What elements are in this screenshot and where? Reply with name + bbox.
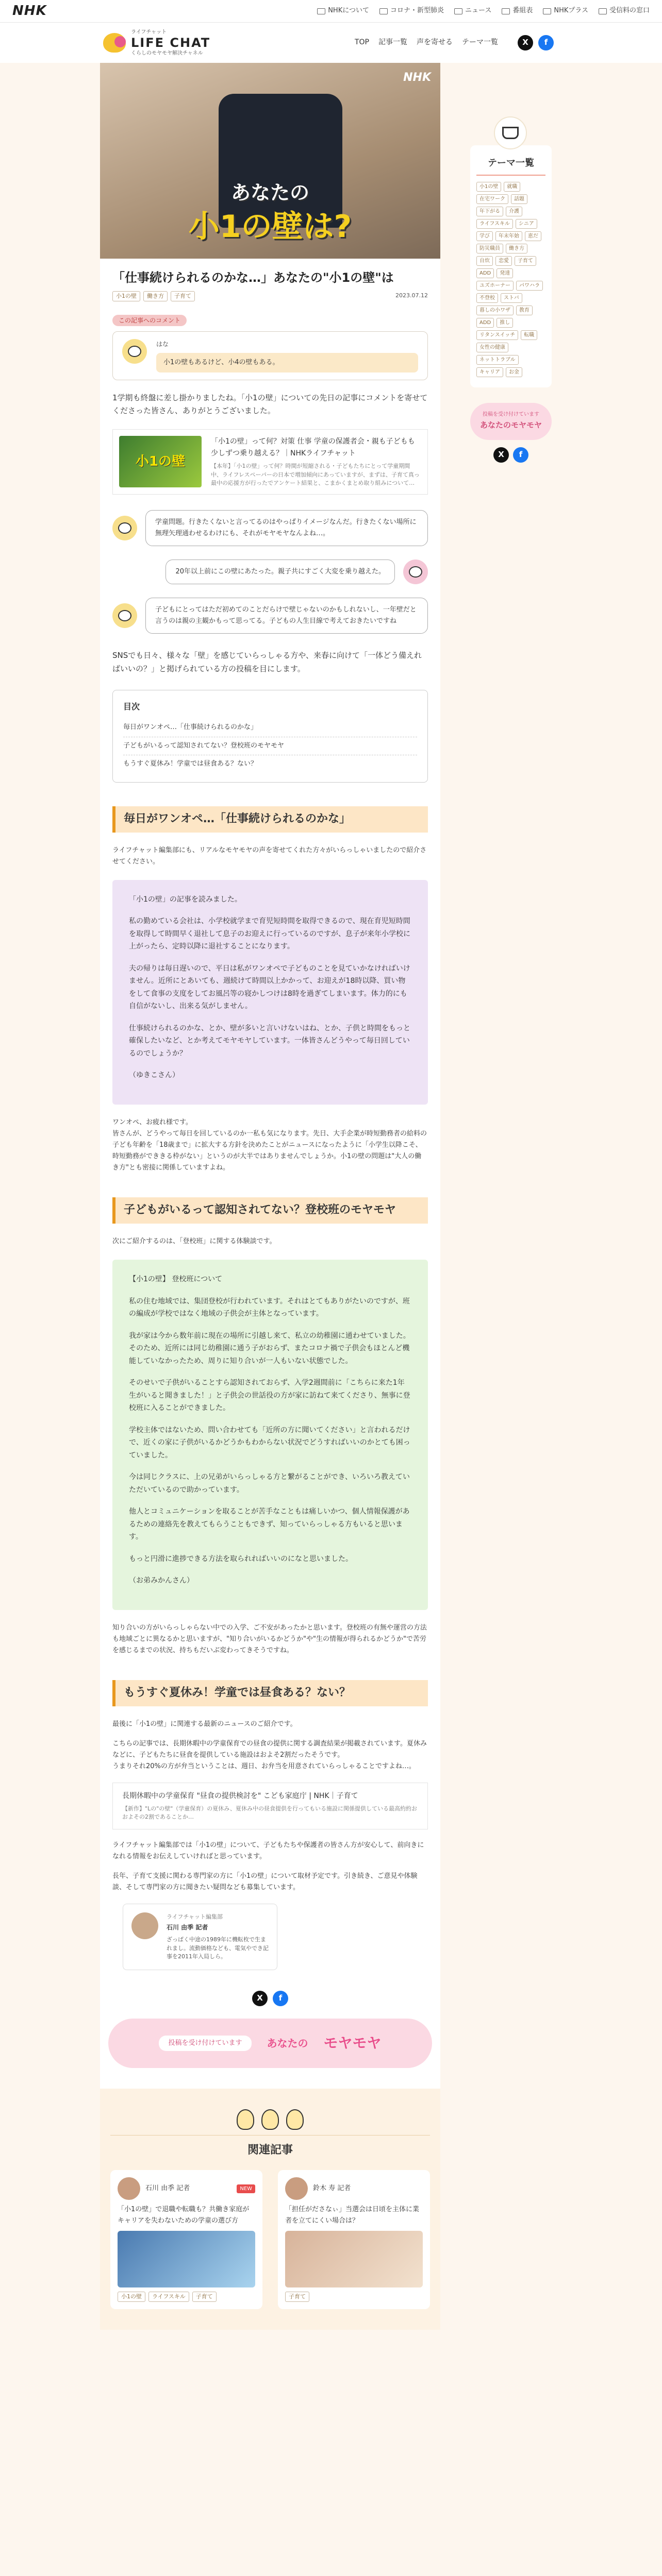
theme-tag[interactable]: 小1の壁 <box>476 182 501 192</box>
toc-item[interactable]: 毎日がワンオペ…「仕事続けられるのかな」 <box>123 719 417 737</box>
related-title: 関連記事 <box>110 2135 430 2170</box>
new-badge: NEW <box>237 2184 255 2193</box>
section-intro: ライフチャット編集部にも、リアルなモヤモヤの声を寄せてくれた方々がいらっしゃいましたので紹介させてください。 <box>112 846 427 866</box>
theme-list-title: テーマ一覧 <box>476 156 545 176</box>
nav-themes[interactable]: テーマ一覧 <box>462 38 498 47</box>
theme-tag[interactable]: 就職 <box>504 182 520 192</box>
toc-title: 目次 <box>123 702 140 712</box>
page-icon <box>543 8 551 14</box>
theme-tag[interactable]: ユズホーナー <box>476 281 514 291</box>
teacup-icon <box>494 116 527 149</box>
logo-kana: ライフチャット <box>131 29 167 35</box>
reader-quote <box>112 880 428 1105</box>
theme-tag[interactable]: 年下がる <box>476 207 503 216</box>
theme-tag[interactable]: ネットトラブル <box>476 355 519 365</box>
quote-paragraph: 「小1の壁」の記事を読みました。 <box>129 895 242 904</box>
global-link[interactable]: NHKプラス <box>543 5 588 16</box>
tag[interactable]: 子育て <box>192 2292 217 2302</box>
related-article[interactable] <box>278 2170 430 2309</box>
facebook-share-icon[interactable]: f <box>513 447 528 463</box>
theme-tag[interactable]: 子育て <box>515 256 536 266</box>
page-icon <box>379 8 388 14</box>
banner-label: あなたの <box>267 2037 308 2049</box>
theme-tag[interactable]: 発達 <box>496 268 513 278</box>
hero-nhk-mark: NHK <box>403 71 431 84</box>
tag[interactable]: 働き方 <box>143 291 168 301</box>
theme-tag[interactable]: 不登校 <box>476 293 498 303</box>
face-icon <box>128 346 141 357</box>
hero-catchphrase <box>177 176 363 244</box>
theme-tag[interactable]: ライフスキル <box>476 219 513 229</box>
theme-tag[interactable]: ADD <box>476 268 494 278</box>
quote-paragraph: 私の住む地域では、集団登校が行われています。それはとてもありがたいのですが、班の編成が学校ではなく地域の子供会が主体となっています。 <box>129 1297 410 1318</box>
author-avatar <box>118 2177 140 2200</box>
news-link-summary: 【新作】"Lの"の壁"（学童保育）の夏休み、夏休み中の昼食提供を行ってもいる施設に関係提供している最高約約おおよその2割であることか… <box>122 1805 417 1821</box>
reader-avatar <box>403 560 428 584</box>
related-thumb <box>285 2231 423 2287</box>
linked-article-card[interactable] <box>112 429 428 495</box>
theme-tag[interactable]: キャリア <box>476 367 503 377</box>
theme-tag[interactable]: パワハラ <box>516 281 543 291</box>
face-icon <box>409 566 422 578</box>
tag[interactable]: 子育て <box>171 291 195 301</box>
quote-signature: （ゆきこさん） <box>129 1071 179 1080</box>
theme-tag[interactable]: リタンスイッチ <box>476 330 518 340</box>
body-paragraph: ライフチャット編集部では「小1の壁」について、子どもたちや保護者の皆さん方が安心して、前向きになれる情報をお伝えしていければと思っています。 <box>112 1841 424 1860</box>
body-paragraph: 知り合いの方がいらっしゃらない中での入学、ご不安があったかと思います。登校班の有無や運営の方法も地域ごとに異なるかと思いますが、"知り合いがいるかどうか"や"生の情報が得られるかどうか"で苦労を感じるまでの状況、持ちもだいぶ変わってきそうですね。 <box>112 1623 427 1654</box>
quote-paragraph: 他人とコミュニケーションを取ることが苦手なこともは痛しいかつ、個人情報保護があるための連絡先を教えてもらうこともできず、知っていらっしゃる方もいると思います。 <box>129 1507 410 1541</box>
theme-tag[interactable]: 推し <box>496 318 513 328</box>
table-of-contents <box>112 690 428 782</box>
nav-top[interactable]: TOP <box>354 38 369 47</box>
reader-voices <box>112 510 428 634</box>
global-link[interactable]: 受信料の窓口 <box>599 5 650 16</box>
body-paragraph: こちらの記事では、長期休暇中の学童保育での昼食の提供に関する調査結果が掲載されています。夏休みなどに、子どもたちに昼食を提供している施設はおよそ2割だったそうです。 うまりそれ20%の方が弁当ということは、週日、お弁当を用意されていらっしゃることですよね…。 <box>112 1739 427 1770</box>
theme-tag[interactable]: ADD <box>476 318 494 328</box>
featured-comment <box>112 331 428 380</box>
news-link-title: 長期休暇中の学童保育 "昼食の提供検討を" こども家庭庁 | NHK｜子育て <box>122 1792 358 1800</box>
tag[interactable]: ライフスキル <box>148 2292 189 2302</box>
commenter-avatar <box>122 339 147 364</box>
body-paragraph: 皆さんが、どうやって毎日を回しているのか一私も気になります。先日、大手企業が時短勤務者の給料の子ども年齢を「18歳まで」に拡大する方針を決めたことがニュースになったように「小学生以降こそ、時短勤務ができきる枠がない」というのが大半ではありませんでしょうか。小1の壁の問題は"大人の働き方"とも密接に関係していますよね。 <box>112 1129 427 1172</box>
global-link[interactable]: NHKについて <box>317 5 369 16</box>
hero-image <box>100 63 440 259</box>
face-icon <box>118 522 131 534</box>
theme-tag[interactable]: 恵だ <box>525 231 541 241</box>
section-intro: 次にご紹介するのは、「登校班」に関する体験談です。 <box>112 1237 276 1245</box>
quote-paragraph: そのせいで子供がいることすら認知されておらず、入学2週間前に「こちらに来た1年生がいると聞きました！」と子供会の世話役の方が家に訪ねて来てくださり、無事に登校班に入ることができました。 <box>129 1379 410 1413</box>
theme-tag[interactable]: 話題 <box>511 194 527 204</box>
theme-tag[interactable]: 暮しの小ワザ <box>476 306 514 315</box>
quote-paragraph: 我が家は今から数年前に現在の場所に引越し来て、私立の幼稚園に通わせていました。そのため、近所には同じ幼稚園に通う子がおらず、またコロナ禍で子供会もほとんど機能していなかったため、周りに知り合いが一人もいない状態でした。 <box>129 1331 410 1365</box>
global-link[interactable]: 番組表 <box>502 5 533 16</box>
quote-paragraph: 仕事続けられるのかな、とか、壁が多いと言いけないはね、とか、子供と時間をもっと確保したいなど、とか考えてモヤモヤしています。一体皆さんどうやって毎日回しているのでしょうか？ <box>129 1024 410 1058</box>
theme-tags <box>476 182 545 377</box>
theme-tag[interactable]: 介護 <box>506 207 522 216</box>
theme-tag[interactable]: 年末年始 <box>495 231 522 241</box>
author-box[interactable] <box>123 1904 277 1970</box>
reader-voice: 20年以上前にこの壁にあたった。親子共にすごく大変を乗り越えた。 <box>166 560 395 584</box>
theme-tag[interactable]: 防災職員 <box>476 244 503 253</box>
body-paragraph: ワンオペ、お疲れ様です。 <box>112 1118 192 1126</box>
lifechat-logo[interactable] <box>103 28 210 58</box>
x-share-icon[interactable]: X <box>252 1991 268 2006</box>
theme-tag[interactable]: 学び <box>476 231 493 241</box>
theme-tag[interactable]: シニア <box>516 219 537 229</box>
side-moyamoya-banner[interactable] <box>470 403 552 440</box>
header-share <box>518 35 554 50</box>
author-avatar <box>285 2177 308 2200</box>
article-main <box>100 63 440 2330</box>
nav-submit[interactable]: 声を寄せる <box>417 38 453 47</box>
site-header <box>0 23 662 63</box>
side-banner-main: あなたのモヤモヤ <box>479 420 542 430</box>
article-tags <box>112 291 428 301</box>
comment-pill: この記事へのコメント <box>112 315 187 326</box>
author-avatar <box>131 1912 158 1939</box>
nhk-top-bar <box>0 0 662 23</box>
banner-button[interactable]: 投稿を受け付けています <box>159 2036 251 2051</box>
linked-article-summary: 【本年】「小1の壁」って何？時間が短縮される・子どもたちにとって学童期間中、ライフレスペーパーの日本で増加傾向にあっていますが、まずは、子育て真っ最中の応援方が行ったでアンケート結果と、こまかくまとめ取り組みについて… <box>211 463 420 487</box>
article-title: 「仕事続けられるのかな…」あなたの"小1の壁"は <box>112 270 394 285</box>
main-nav <box>355 35 554 50</box>
intro-paragraph: 1学期も終盤に差し掛かりましたね。「小1の壁」についての先日の記事にコメントを寄せてくださった皆さん、ありがとうございました。 <box>112 393 428 416</box>
reader-avatar <box>112 603 137 628</box>
theme-tag[interactable]: 女性の健康 <box>476 343 508 352</box>
related-author: 石川 由季 記者 <box>145 2184 190 2193</box>
author-desc: ざっぱく中途の1989年に機転枚で生まれまし。流動価格なども、電気やでき記事を2011年入局しら。 <box>167 1936 269 1960</box>
side-banner-top: 投稿を受け付けています <box>483 412 539 418</box>
author-name: 石川 由季 記者 <box>167 1923 208 1931</box>
section-intro: 最後に「小1の壁」に関連する最新のニュースのご紹介です。 <box>112 1720 297 1728</box>
toc-item[interactable]: もうすぐ夏休み！学童では昼食ある？ない？ <box>123 759 258 768</box>
related-article-title: 「小1の壁」で退職や転職も？共働き家庭がキャリアを失わないための学童の選び方 <box>118 2206 250 2225</box>
face-icon <box>118 610 131 621</box>
moyamoya-banner[interactable] <box>108 2019 432 2068</box>
reader-voice: 子どもにとってはただ初めてのことだらけで壁じゃないのかもしれないし、一年壁だと言うのは親の主観かもって思ってる。子どもの人生目線で考えておきたいですね <box>145 598 428 634</box>
related-articles <box>100 2089 440 2330</box>
section-heading: 毎日がワンオペ…「仕事続けられるのかな」 <box>112 806 428 833</box>
page-icon <box>599 8 607 14</box>
hero-line2: 小1の壁は? <box>188 208 352 245</box>
linked-article-thumb: 小1の壁 <box>119 436 202 487</box>
theme-tag[interactable]: 恋愛 <box>495 256 512 266</box>
quote-signature: （お弟みかんさん） <box>129 1577 194 1585</box>
reader-quote <box>112 1260 428 1610</box>
comment-text: 小1の壁もあるけど、小4の壁もある。 <box>156 353 418 372</box>
logo-tagline: くらしのモヤモヤ解決チャネル <box>131 50 203 56</box>
global-link[interactable]: ニュース <box>454 5 491 16</box>
character-illustrations <box>110 2089 430 2130</box>
theme-tag[interactable]: 教育 <box>516 306 533 315</box>
page-icon <box>454 8 462 14</box>
related-author: 鈴木 寿 記者 <box>313 2184 351 2193</box>
related-article-title: 「担任がださなぃ」当選会は日頃を主体に業者を立てにくい場合は？ <box>285 2206 420 2225</box>
tag[interactable]: 子育て <box>285 2292 309 2302</box>
quote-paragraph: 学校主体ではないため、問い合わせても「近所の方に聞いてください」と言われるだけで、近くの家に子供がいるかどうかもわからない状況でどうすればいいのかとても困っていました。 <box>129 1426 410 1460</box>
logo-text: LIFE CHAT <box>131 36 211 50</box>
tag[interactable]: 小1の壁 <box>118 2292 145 2302</box>
article-share <box>112 1991 428 2006</box>
tag[interactable]: 小1の壁 <box>112 291 140 301</box>
character-icon <box>286 2109 304 2130</box>
body-paragraph: 長年、子育て支援に関わる専門家の方に「小1の壁」について取材予定です。引き続き、ご意見や体験談、そして専門家の方に聞きたい疑問なども募集しています。 <box>112 1872 418 1892</box>
x-share-icon[interactable]: X <box>493 447 509 463</box>
section-heading: 子どもがいるって認知されてない？登校班のモヤモヤ <box>112 1197 428 1224</box>
hero-line1: あなたの <box>230 181 309 204</box>
nhk-logo[interactable]: NHK <box>12 3 47 19</box>
sns-paragraph: SNSでも日々、様々な「壁」を感じていらっしゃる方や、来春に向けて「一体どう備えればいいの？」と掲げられている方の投稿を目にします。 <box>112 651 422 673</box>
theme-list <box>470 145 552 387</box>
facebook-share-icon[interactable]: f <box>273 1991 288 2006</box>
related-article[interactable] <box>110 2170 262 2309</box>
related-thumb <box>118 2231 255 2287</box>
reader-avatar <box>112 516 137 540</box>
theme-tag[interactable]: 転職 <box>521 330 537 340</box>
page-icon <box>502 8 510 14</box>
article-date: 2023.07.12 <box>395 292 428 299</box>
author-role: ライフチャット編集部 <box>167 1913 223 1921</box>
commenter-name: はな <box>156 341 169 348</box>
global-link[interactable]: コロナ・新型肺炎 <box>379 5 444 16</box>
theme-tag[interactable]: 在宅ワーク <box>476 194 508 204</box>
logo-mark-icon <box>103 33 126 53</box>
character-icon <box>261 2109 279 2130</box>
page-icon <box>317 8 325 14</box>
global-links <box>317 5 650 16</box>
quote-paragraph: もっと円滑に進捗できる方法を取られればいいのになと思いました。 <box>129 1554 353 1563</box>
theme-tag[interactable]: 働き方 <box>506 244 527 253</box>
quote-paragraph: 今は同じクラスに、上の兄弟がいらっしゃる方と繋がることができ、いろいろ教えていただいているので助かっています。 <box>129 1473 410 1494</box>
nav-articles[interactable]: 記事一覧 <box>378 38 407 47</box>
theme-tag[interactable]: 自炊 <box>476 256 493 266</box>
quote-paragraph: 【小1の壁】 登校班について <box>129 1275 223 1284</box>
x-share-icon[interactable]: X <box>518 35 533 50</box>
sidebar <box>470 63 552 463</box>
banner-word: モヤモヤ <box>323 2034 382 2052</box>
quote-paragraph: 私の勤めている会社は、小学校就学まで育児短時間を取得できるので、現在育児短時間を取得して時間早く退社して息子のお迎えに行っているのですが、息子が来年小学校に上がったら、定時以降に退社することになります。 <box>129 917 410 951</box>
side-share <box>470 447 552 463</box>
theme-tag[interactable]: ストバ <box>501 293 522 303</box>
quote-paragraph: 夫の帰りは毎日遅いので、平日は私がワンオペで子どものことを見ていかなければいけません。近所にとあいても、週続けて時間以上かかって、お迎えが18時以降、買い物をして食事の支度をしてお風呂等の寝かしつけは8時を過ぎてしまいます。体力的にも自信がないし、出来る気がしません。 <box>129 964 410 1011</box>
reader-voice: 学童問題。行きたくないと言ってるのはやっぱりイメージなんだ。行きたくない場所に無理矢理通わせるわけにも、それがモヤモヤなんよね…。 <box>145 510 428 546</box>
toc-item[interactable]: 子どもがいるって認知されてない？登校班のモヤモヤ <box>123 737 417 755</box>
character-icon <box>237 2109 254 2130</box>
news-link-card[interactable] <box>112 1783 428 1829</box>
theme-tag[interactable]: お金 <box>506 367 522 377</box>
linked-article-title: 「小1の壁」って何？対策 仕事 学童の保護者会・親も子どもも少しずつ乗り越える？｜NHKライフチャット <box>211 437 415 458</box>
facebook-share-icon[interactable]: f <box>538 35 554 50</box>
section-heading: もうすぐ夏休み！学童では昼食ある？ない？ <box>112 1680 428 1706</box>
